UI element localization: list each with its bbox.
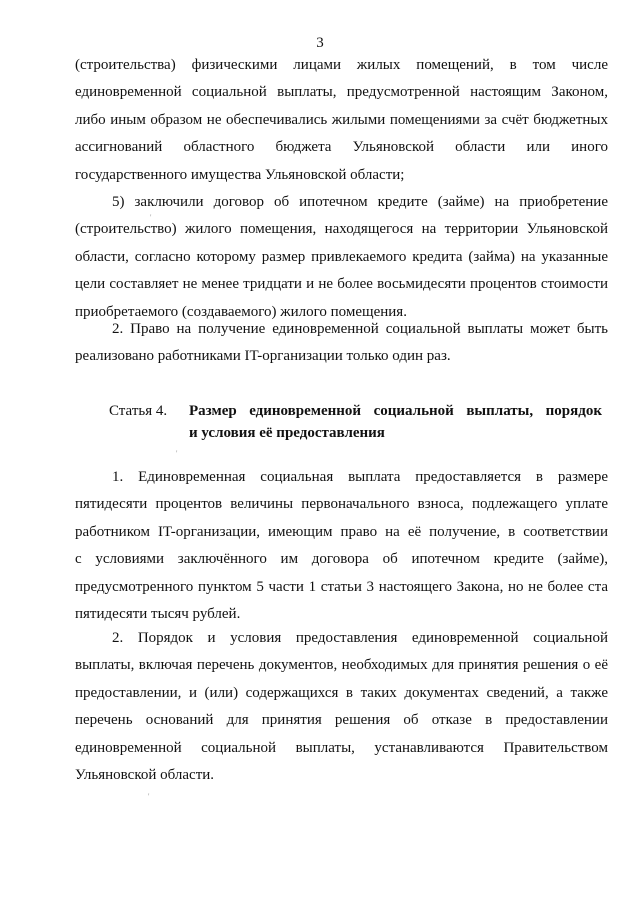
text-line: работником IT-организации, имеющим право на её получение, в соответствии xyxy=(75,523,608,540)
text-line: ассигнований областного бюджета Ульяновской области или иного xyxy=(75,139,608,156)
text-line: (строительства) физическими лицами жилых помещений, в том числе xyxy=(75,57,608,73)
text-line: предусмотренного пунктом 5 части 1 статьи 3 настоящего Закона, но не более ста xyxy=(75,578,608,595)
scan-speck: ' xyxy=(150,213,152,222)
page-number: 3 xyxy=(316,35,324,51)
text-line: цели составляет не менее тридцати и не более восьмидесяти процентов стоимости xyxy=(75,276,608,293)
paragraph-part-2 xyxy=(75,316,608,371)
text-line: (строительство) жилого помещения, находящегося на территории Ульяновской xyxy=(75,221,608,238)
text-line: единовременной социальной выплаты, устанавливаются Правительством xyxy=(75,739,608,756)
article-label: Статья 4. xyxy=(109,403,168,419)
text-line: единовременной социальной выплаты, предусмотренной настоящим Законом, xyxy=(75,84,608,101)
text-line: Ульяновской области. xyxy=(75,766,215,783)
text-line: с условиями заключённого им договора об ипотечном кредите (займе), xyxy=(75,551,608,568)
article-title-line-1: Размер единовременной социальной выплаты, порядок xyxy=(189,403,602,419)
text-line: 2. Порядок и условия предоставления единовременной социальной xyxy=(112,630,608,646)
paragraph-item-5 xyxy=(75,189,608,326)
scan-speck: ' xyxy=(148,792,150,801)
article-paragraph-2 xyxy=(75,625,608,789)
text-line: 1. Единовременная социальная выплата предоставляется в размере xyxy=(112,469,608,485)
text-line: государственного имущества Ульяновской области; xyxy=(75,166,405,183)
text-line: приобретаемого (создаваемого) жилого помещения. xyxy=(75,303,407,320)
text-line: пятидесяти тысяч рублей. xyxy=(75,605,241,622)
text-line: пятидесяти процентов величины первоначального взноса, подлежащего уплате xyxy=(75,496,608,513)
scan-speck: ' xyxy=(176,449,178,458)
text-line: перечень оснований для принятия решения об отказе в предоставлении xyxy=(75,712,608,729)
paragraph-continuation xyxy=(75,52,608,189)
text-line: области, согласно которому размер привлекаемого кредита (займа) на указанные xyxy=(75,248,608,265)
text-line: выплаты, включая перечень документов, необходимых для принятия решения о её xyxy=(75,657,608,674)
article-title-line-2: и условия её предоставления xyxy=(189,425,385,441)
text-line: 5) заключили договор об ипотечном кредите (займе) на приобретение xyxy=(112,194,608,210)
text-line: либо иным образом не обеспечивались жилыми помещениями за счёт бюджетных xyxy=(75,111,608,128)
text-line: реализовано работниками IT-организации только один раз. xyxy=(75,348,451,365)
text-line: 2. Право на получение единовременной социальной выплаты может быть xyxy=(112,321,608,337)
text-line: предоставлении, и (или) содержащихся в таких документах сведений, а также xyxy=(75,684,608,701)
article-paragraph-1 xyxy=(75,464,608,628)
article-heading xyxy=(109,400,609,444)
